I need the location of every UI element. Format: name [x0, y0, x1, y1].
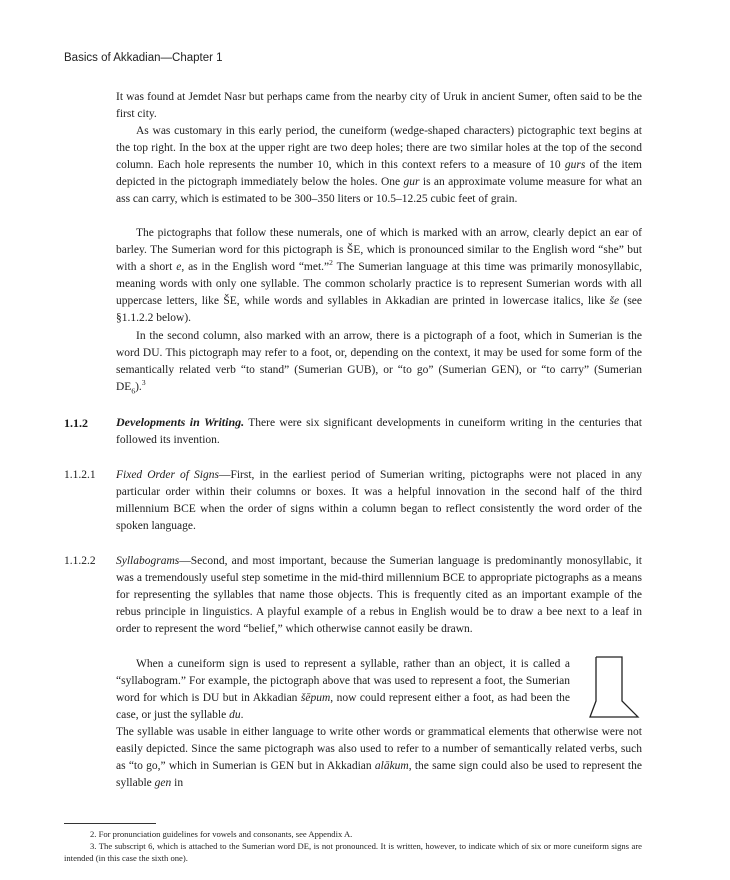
text-run: , now could represent either a foot, as had been the case, or just the syllable	[116, 692, 570, 722]
foot-pictograph-icon	[588, 655, 640, 723]
section-1-1-2-2	[116, 553, 642, 638]
text-run: There were six significant developments in cuneiform writing in the centuries that followed its invention.	[116, 417, 642, 447]
section-title: Syllabograms	[116, 555, 180, 567]
text-run: As was customary in this early period, the cuneiform (wedge-shaped characters) pictographic text begins at the top right. In the box at the upper right are two deep holes; there are two similar holes at the top of the second column. Each hole represents the number 10, which in this context refers to a measure of 10	[116, 125, 642, 172]
text-run: —Second, and most important, because the Sumerian language is predominantly monosyllabic, it was a tremendously useful step sometime in the mid-third millennium BCE to appropriate pictographs as a means for representing the syllables that name those objects. This is frequently cited as an important example of the rebus principle in linguistics. A playful example of a rebus in English would be to draw a bee next to a leaf in order to represent the word “belief,” which otherwise cannot easily be drawn.	[116, 555, 642, 636]
text-run: is an approximate volume measure for what an ass can carry, which is estimated to be 300–350 liters or 10.5–12.25 cubic feet of grain.	[116, 176, 642, 206]
text-run: When a cuneiform sign is used to represent a syllable, rather than an object, it is called a “syllabogram.” For example, the pictograph above that was used to represent a foot, the Sumerian word for which is DU but in Akkadian	[116, 658, 570, 705]
paragraph-syllabogram	[116, 656, 570, 724]
footnote-rule	[64, 823, 156, 824]
italic-term: gen	[154, 777, 172, 790]
footnote-3: 3. The subscript 6, which is attached to the Sumerian word DE, is not pronounced. It is written, however, to indicate which of six or more cuneiform signs are intended (in this case the sixth one).	[64, 841, 642, 864]
italic-term: gurs	[564, 159, 586, 172]
italic-term: šēpum	[300, 692, 331, 705]
text-run: (see §1.1.2.2 below).	[116, 295, 643, 325]
text-run: , the same sign could also be used to represent the syllable	[116, 760, 642, 790]
section-1-1-2-1	[116, 467, 642, 535]
italic-term: e	[176, 261, 182, 274]
italic-term: še	[609, 295, 620, 308]
paragraph-second-column	[116, 328, 642, 396]
text-run: of the item depicted in the pictograph immediately below the holes. One	[116, 159, 642, 189]
text-run: , as in the English word “met.”	[181, 261, 330, 274]
text-run: The Sumerian language at this time was primarily monosyllabic, meaning words with only one syllable. The common scholarly practice is to represent Sumerian words with all uppercase letters, like ŠE, while words and syllables in Akkadian are printed in lowercase italics, like	[116, 261, 642, 308]
text-run: In the second column, also marked with an arrow, there is a pictograph of a foot, which in Sumerian is the word DU. This pictograph may refer to a foot, or, depending on the context, it may be used for some form of the semantically related verb “to stand” (Sumerian GUB), or “to go” (Sumerian GEN), or “to carry” (Sumerian DE	[116, 330, 642, 394]
section-title: Developments in Writing.	[116, 415, 245, 429]
section-number-1-1-2-2: 1.1.2.2	[64, 555, 96, 567]
paragraph-pictographs	[116, 225, 642, 328]
text-run: .	[240, 709, 244, 722]
paragraph-cuneiform-text	[116, 123, 642, 208]
text-run: in	[171, 777, 184, 790]
text-run: ).	[135, 381, 142, 394]
italic-term: gur	[403, 176, 420, 189]
section-number-1-1-2-1: 1.1.2.1	[64, 469, 96, 481]
paragraph-syllable-usage	[116, 724, 642, 792]
paragraph-intro	[116, 89, 642, 123]
subscript: 6	[131, 386, 136, 396]
section-1-1-2	[116, 414, 642, 449]
italic-term: du	[229, 709, 241, 722]
text-run: It was found at Jemdet Nasr but perhaps came from the nearby city of Uruk in ancient Sumer, often said to be the first city.	[116, 91, 642, 121]
italic-term: alākum	[374, 760, 409, 773]
footnote-2: 2. For pronunciation guidelines for vowels and consonants, see Appendix A.	[90, 829, 353, 839]
text-run: The pictographs that follow these numerals, one of which is marked with an arrow, clearly depict an ear of barley. The Sumerian word for this pictograph is ŠE, which is pronounced similar to the English word “she” but with a short	[116, 227, 642, 274]
section-number-1-1-2: 1.1.2	[64, 416, 88, 430]
footnote-ref-3[interactable]: 3	[141, 378, 146, 388]
running-head: Basics of Akkadian—Chapter 1	[64, 52, 223, 64]
section-title: Fixed Order of Signs	[116, 469, 219, 481]
text-run: The syllable was usable in either language to write other words or grammatical elements that otherwise were not easily depicted. Since the same pictograph was also used to refer to a number of semantically related verbs, such as “to go,” which in Sumerian is GEN but in Akkadian	[116, 726, 642, 773]
footnote-ref-2[interactable]: 2	[329, 258, 333, 268]
text-run: —First, in the earliest period of Sumerian writing, pictographs were not placed in any particular order within their columns or boxes. It was a helpful innovation in the second half of the third millennium BCE when the order of signs within a column began to reflect consistently the word order of the spoken language.	[116, 469, 642, 533]
